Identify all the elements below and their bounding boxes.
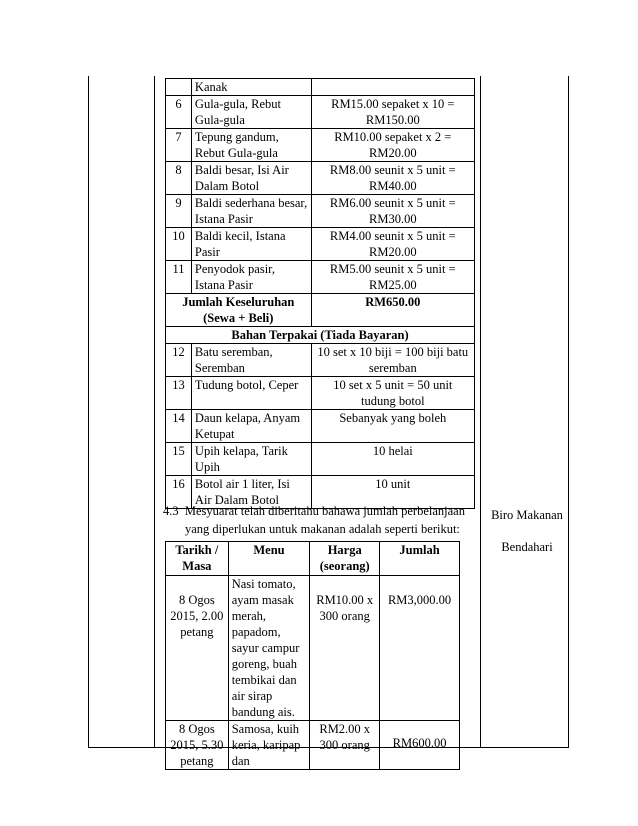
paragraph-line-2: yang diperlukan untuk makanan adalah seperti berikut:	[185, 522, 460, 536]
table-header-row	[166, 542, 460, 576]
header-total: Jumlah	[380, 542, 460, 576]
responsible-treasurer: Bendahari	[501, 540, 553, 554]
table-row: 6 Gula-gula, Rebut Gula-gula RM15.00 sepaket x 10 = RM150.00	[166, 96, 475, 129]
table-row: 8 Baldi besar, Isi Air Dalam Botol RM8.00 seunit x 5 unit = RM40.00	[166, 162, 475, 195]
table-row: Kanak	[166, 79, 475, 96]
responsible-biro: Biro Makanan	[491, 508, 563, 522]
total-row: Jumlah Keseluruhan (Sewa + Beli) RM650.00	[166, 294, 475, 327]
table-row: 15 Upih kelapa, Tarik Upih 10 helai	[166, 443, 475, 476]
header-date: Tarikh / Masa	[166, 542, 229, 576]
frame-col-divider-2	[480, 76, 481, 748]
table-row: 11 Penyodok pasir, Istana Pasir RM5.00 seunit x 5 unit = RM25.00	[166, 261, 475, 294]
table-row: 9 Baldi sederhana besar, Istana Pasir RM6.00 seunit x 5 unit = RM30.00	[166, 195, 475, 228]
table-row: 16 Botol air 1 liter, Isi Air Dalam Botol 10 unit	[166, 476, 475, 509]
frame-right	[568, 76, 569, 748]
table-row: 10 Baldi kecil, Istana Pasir RM4.00 seunit x 5 unit = RM20.00	[166, 228, 475, 261]
frame-left	[88, 76, 89, 748]
table-row: 12 Batu seremban, Seremban 10 set x 10 biji = 100 biji batu seremban	[166, 344, 475, 377]
table-row: 13 Tudung botol, Ceper 10 set x 5 unit = 50 unit tudung botol	[166, 377, 475, 410]
header-price: Harga (seorang)	[310, 542, 380, 576]
table-row: 14 Daun kelapa, Anyam Ketupat Sebanyak yang boleh	[166, 410, 475, 443]
header-menu: Menu	[228, 542, 310, 576]
section-heading-row: Bahan Terpakai (Tiada Bayaran)	[166, 327, 475, 344]
items-table	[165, 78, 475, 509]
paragraph-number: 4.3	[163, 504, 179, 518]
frame-col-divider-1	[154, 76, 155, 748]
table-row: 7 Tepung gandum, Rebut Gula-gula RM10.00 sepaket x 2 = RM20.00	[166, 129, 475, 162]
table-row: 8 Ogos 2015, 5.30 petang Samosa, kuih keria, karipap dan RM2.00 x 300 orang RM600.00	[166, 721, 460, 770]
table-row: 8 Ogos 2015, 2.00 petang Nasi tomato, ayam masak merah, papadom, sayur campur goreng, buah tembikai dan air sirap bandung ais. RM10.00 x 300 orang RM3,000.00	[166, 576, 460, 721]
minutes-paragraph	[163, 502, 475, 538]
paragraph-line-1: Mesyuarat telah diberitahu bahawa jumlah perbelanjaan	[184, 504, 465, 518]
food-table	[165, 541, 460, 770]
